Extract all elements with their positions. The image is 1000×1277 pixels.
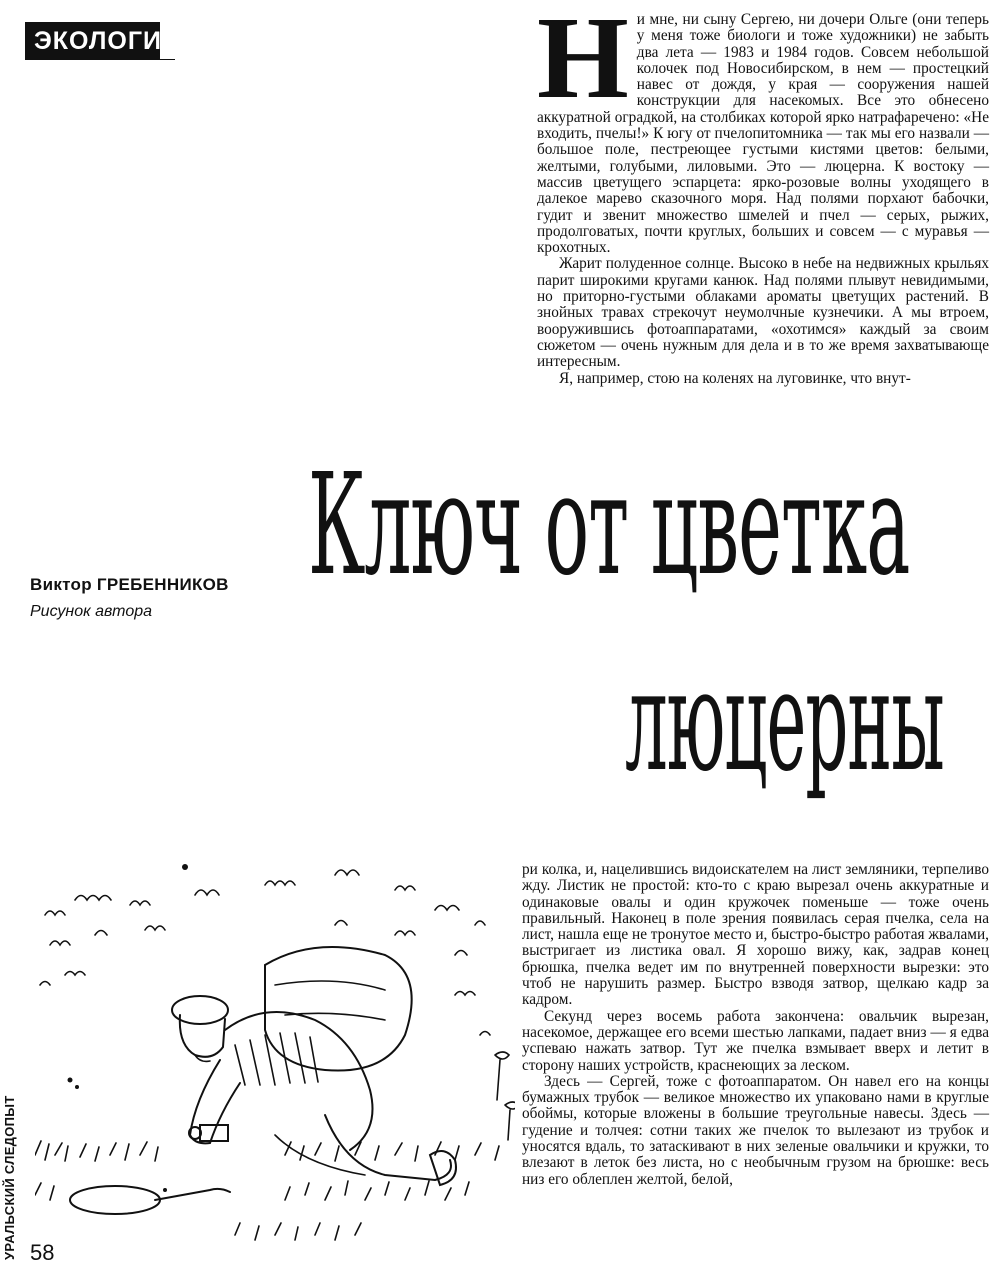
section-label: ЭКОЛОГИЯ	[34, 26, 181, 55]
paragraph: и мне, ни сыну Сергею, ни дочери Ольге (они теперь у меня тоже биологи и тоже художники) не забыть два лета — 1983 и 1984 годов. Совсем небольшой колочек под Новосибирском, в нем — простецкий навес от дождя, у края — сооружения нашей конструкции для насекомых. Все это обнесено аккуратной оградкой, на столбиках которой ярко натрафаречено: «Не входить, пчелы!» К югу от пчелопитомника — так мы его назвали — большое поле, пестреющее густыми кистями цветов: белыми, желтыми, голубыми, лиловыми. Это — люцерна. К востоку — массив цветущего эспарцета: ярко-розовые волны уходящего в далекое марево сказочного моря. Над полями порхают бабочки, гудит и звенит множество шмелей и пчел — серых, рыжих, продолговатых, почти круглых, больших и совсем — с муравья — крохотных.	[537, 11, 989, 257]
paragraph: Здесь — Сергей, тоже с фотоаппаратом. Он навел его на концы бумажных трубок — великое множество их упаковано нами в круглые обоймы, которые вложены в большие треугольные навесы. Здесь — гудение и толчея: сотни таких же пчелок то вылезают из трубок и уносятся вдаль, то затаскивают в них зеленые овальчики и кружки, то влезают в леток без листа, но с необычным грузом на брюшке: весь низ его облеплен желтой, белой,	[522, 1072, 989, 1188]
section-tag	[25, 22, 181, 60]
page-number: 58	[30, 1240, 55, 1265]
article-column-bottom	[522, 862, 989, 1188]
author-byline: Виктор ГРЕБЕННИКОВ	[30, 575, 229, 594]
paragraph: Жарит полуденное солнце. Высоко в небе на недвижных крыльях парит широкими кругами канюк. Над полями плывут невидимыми, но приторно-густыми облаками ароматы цветущих растений. В знойных травах стрекочут неумолчные кузнечики. А мы втроем, вооружившись фотоаппаратами, «охотимся» каждый за своим сюжетом — очень нужным для дела и в то же время захватывающе интересным.	[537, 255, 989, 371]
dropcap: Н	[537, 0, 629, 123]
illustration-credit: Рисунок автора	[30, 603, 153, 620]
paragraph: Секунд через восемь работа закончена: овальчик вырезан, насекомое, держащее его всеми шестью лапками, падает вниз — я едва успеваю нажать затвор. Тут же пчелка взмывает вверх и летит в сторону наших устройств, краснеющих за леском.	[522, 1007, 989, 1074]
paragraph: Я, например, стою на коленях на луговинке, что внут-	[559, 369, 911, 387]
article-title-line-1: Ключ от цветка	[308, 444, 910, 607]
illustration-man-photographing	[35, 855, 515, 1255]
magazine-name-vertical: УРАЛЬСКИЙ СЛЕДОПЫТ	[2, 1095, 17, 1260]
section-rule	[160, 59, 175, 60]
article-column-top	[537, 0, 989, 387]
paragraph: ри колка, и, нацелившись видоискателем на лист земляники, терпеливо жду. Листик не простой: кто-то с краю вырезал очень аккуратные и одинаковые овалы и один кружочек поменьше — тоже очень правильный. Наконец в поле зрения появилась серая пчелка, села на лист, нашла еще не тронутое место и, быстро-быстро работая жвалами, выстригает из листика овал. Я хорошо вижу, как, задрав конец брюшка, пчелка ведет им по внутренней поверхности вырезки: это чтоб не нарушить размер. Быстро взводя затвор, щелкаю кадр за кадром.	[522, 861, 989, 1009]
article-title-line-2: люцерны	[625, 640, 944, 803]
